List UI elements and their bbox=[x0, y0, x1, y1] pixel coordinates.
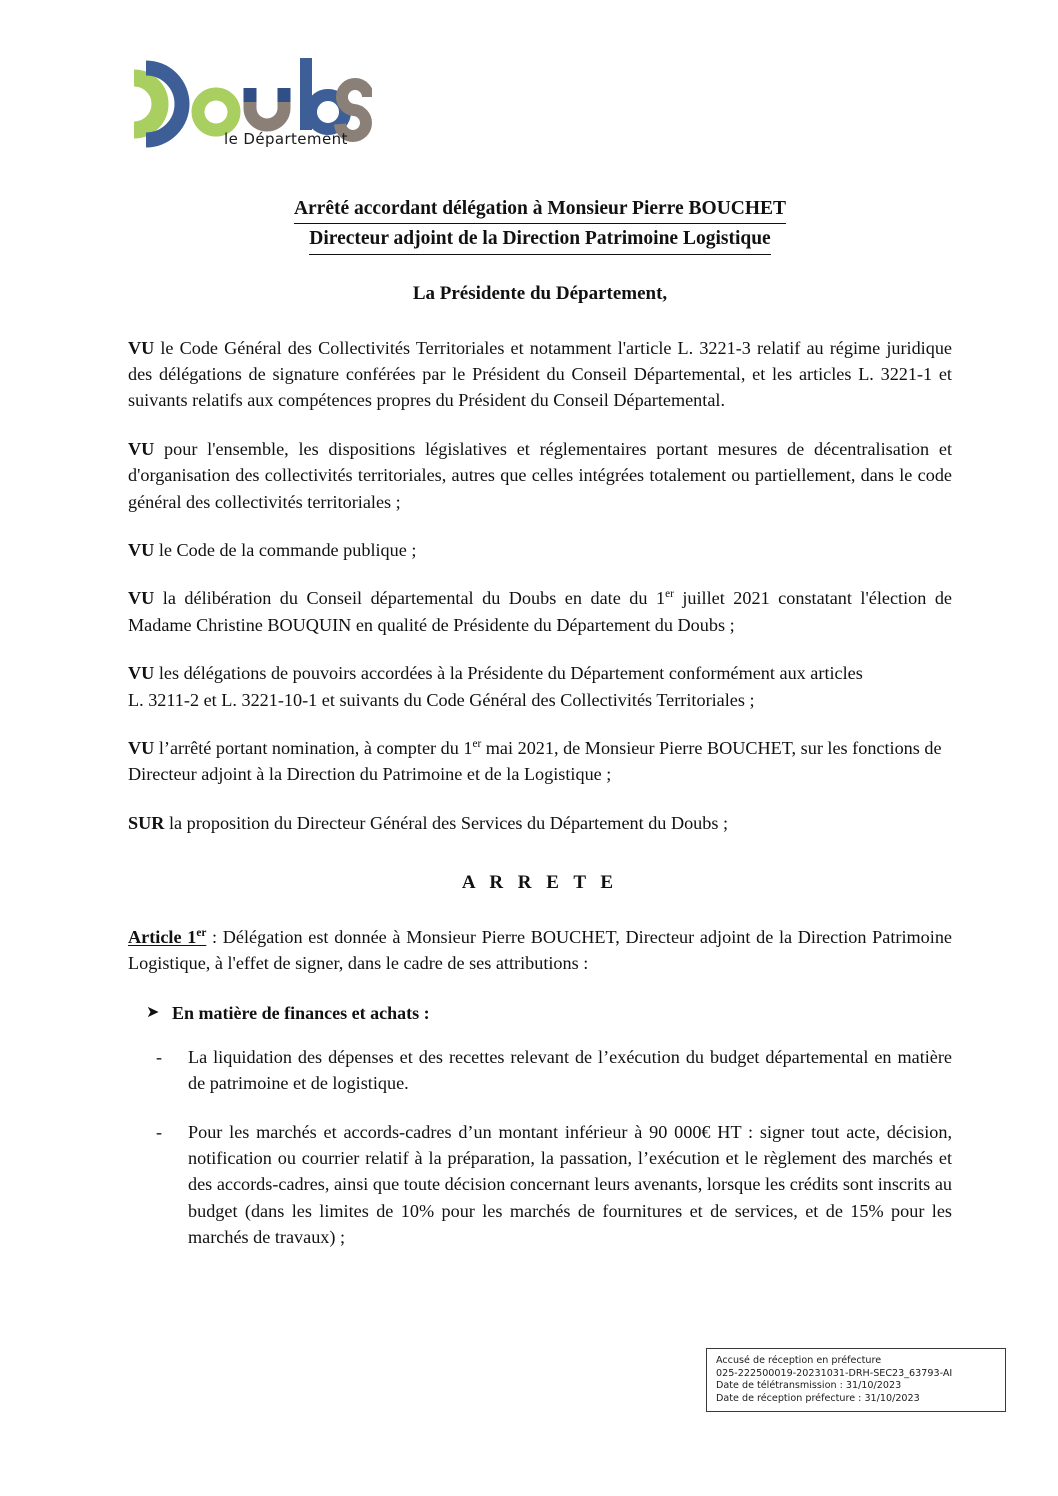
recital-text-4a: la délibération du Conseil départemental du Doubs en date du 1 bbox=[154, 588, 666, 609]
recital-keyword-2: VU bbox=[128, 438, 155, 459]
recital-text-6a: l’arrêté portant nomination, à compter du 1 bbox=[154, 737, 473, 758]
stamp-line-title: Accusé de réception en préfecture bbox=[716, 1355, 882, 1366]
section-heading-label: En matière de finances et achats : bbox=[172, 1002, 430, 1023]
recital-keyword-1: VU bbox=[128, 337, 155, 358]
article-1-label-sup: er bbox=[196, 927, 207, 940]
page-title bbox=[128, 196, 952, 255]
page-title-line1: Arrêté accordant délégation à Monsieur Pierre BOUCHET bbox=[294, 196, 786, 224]
logo-tagline: le Département bbox=[224, 130, 348, 148]
recital-sup-6: er bbox=[472, 737, 482, 750]
dash-bullet-icon: - bbox=[156, 1121, 163, 1142]
recital-paragraph-4 bbox=[128, 585, 952, 638]
recital-keyword-6: VU bbox=[128, 737, 155, 758]
document-body bbox=[128, 196, 952, 1273]
recital-text-3: le Code de la commande publique ; bbox=[154, 539, 417, 560]
recital-keyword-5: VU bbox=[128, 663, 155, 684]
recital-text-4b: juillet 2021 constatant l'élection de Madame Christine BOUQUIN en qualité de Présidente du Département du Doubs ; bbox=[128, 588, 952, 635]
recital-paragraph-3 bbox=[128, 537, 952, 563]
stamp-line-reception-date: Date de réception préfecture : 31/10/2023 bbox=[716, 1392, 920, 1404]
page-subtitle: La Présidente du Département, bbox=[412, 282, 668, 304]
list-item bbox=[128, 1044, 952, 1097]
article-1-label bbox=[128, 927, 206, 947]
stamp-line-reference: 025-222500019-20231031-DRH-SEC23_63793-AI bbox=[716, 1367, 953, 1379]
recital-keyword-7: SUR bbox=[128, 812, 165, 833]
recital-paragraph-2 bbox=[128, 436, 952, 515]
article-1-label-text: Article 1 bbox=[128, 927, 197, 948]
stamp-line-transmission-date: Date de télétransmission : 31/10/2023 bbox=[716, 1380, 902, 1392]
prefecture-receipt-stamp bbox=[706, 1348, 1006, 1412]
section-heading-finances bbox=[128, 1003, 952, 1024]
recital-paragraph-1 bbox=[128, 335, 952, 414]
recital-text-5-line2: L. 3211-2 et L. 3221-10-1 et suivants du Code Général des Collectivités Territoriales ; bbox=[128, 689, 755, 710]
list-item bbox=[128, 1119, 952, 1251]
recital-paragraph-6 bbox=[128, 735, 952, 788]
page-title-line2: Directeur adjoint de la Direction Patrimoine Logistique bbox=[309, 226, 770, 254]
arrete-heading: A R R E T E bbox=[461, 872, 619, 894]
recital-keyword-3: VU bbox=[128, 539, 155, 560]
recital-sup-4: er bbox=[665, 588, 674, 601]
list-item-text: Pour les marchés et accords-cadres d’un montant inférieur à 90 000€ HT : signer tout acte, décision, notification ou courrier relatif à la préparation, la passation, l’exécution et le règlement des marchés et des accords-cadres, ainsi que toute décision concernant leurs avenants, lorsque les crédits sont inscrits au budget (dans les limites de 10% pour les marchés de fournitures et de services, et de 15% pour les marchés de travaux) ; bbox=[188, 1121, 952, 1248]
recital-keyword-4: VU bbox=[128, 588, 155, 609]
list-item-text: La liquidation des dépenses et des recettes relevant de l’exécution du budget départemental en matière de patrimoine et de logistique. bbox=[188, 1046, 952, 1094]
recital-text-2: pour l'ensemble, les dispositions législatives et réglementaires portant mesures de décentralisation et d'organisation des collectivités territoriales, autres que celles intégrées totalement ou partiellement, dans le code général des collectivités territoriales ; bbox=[128, 438, 952, 512]
recital-paragraph-5 bbox=[128, 660, 952, 713]
recital-text-6b: mai 2021, de Monsieur Pierre BOUCHET, sur les fonctions de Directeur adjoint à la Direction du Patrimoine et de la Logistique ; bbox=[128, 737, 942, 785]
recital-text-7: la proposition du Directeur Général des Services du Département du Doubs ; bbox=[164, 812, 729, 833]
arrow-bullet-icon: ➤ bbox=[146, 1001, 160, 1021]
article-1-text: : Délégation est donnée à Monsieur Pierre BOUCHET, Directeur adjoint de la Direction Patrimoine Logistique, à l'effet de signer, dans le cadre de ses attributions : bbox=[128, 927, 952, 974]
dash-bullet-icon: - bbox=[156, 1046, 163, 1067]
recital-text-5: les délégations de pouvoirs accordées à la Présidente du Département conformément aux articles bbox=[154, 663, 863, 684]
article-1-paragraph bbox=[128, 924, 952, 977]
recital-text-1: le Code Général des Collectivités Territoriales et notamment l'article L. 3221-3 relatif au régime juridique des délégations de signature conférées par le Président du Conseil Départemental, et les articles L. 3221-1 et suivants relatifs aux compétences propres du Président du Conseil Départemental. bbox=[128, 337, 952, 411]
recital-paragraph-7 bbox=[128, 810, 952, 836]
doubs-logo bbox=[132, 52, 372, 156]
